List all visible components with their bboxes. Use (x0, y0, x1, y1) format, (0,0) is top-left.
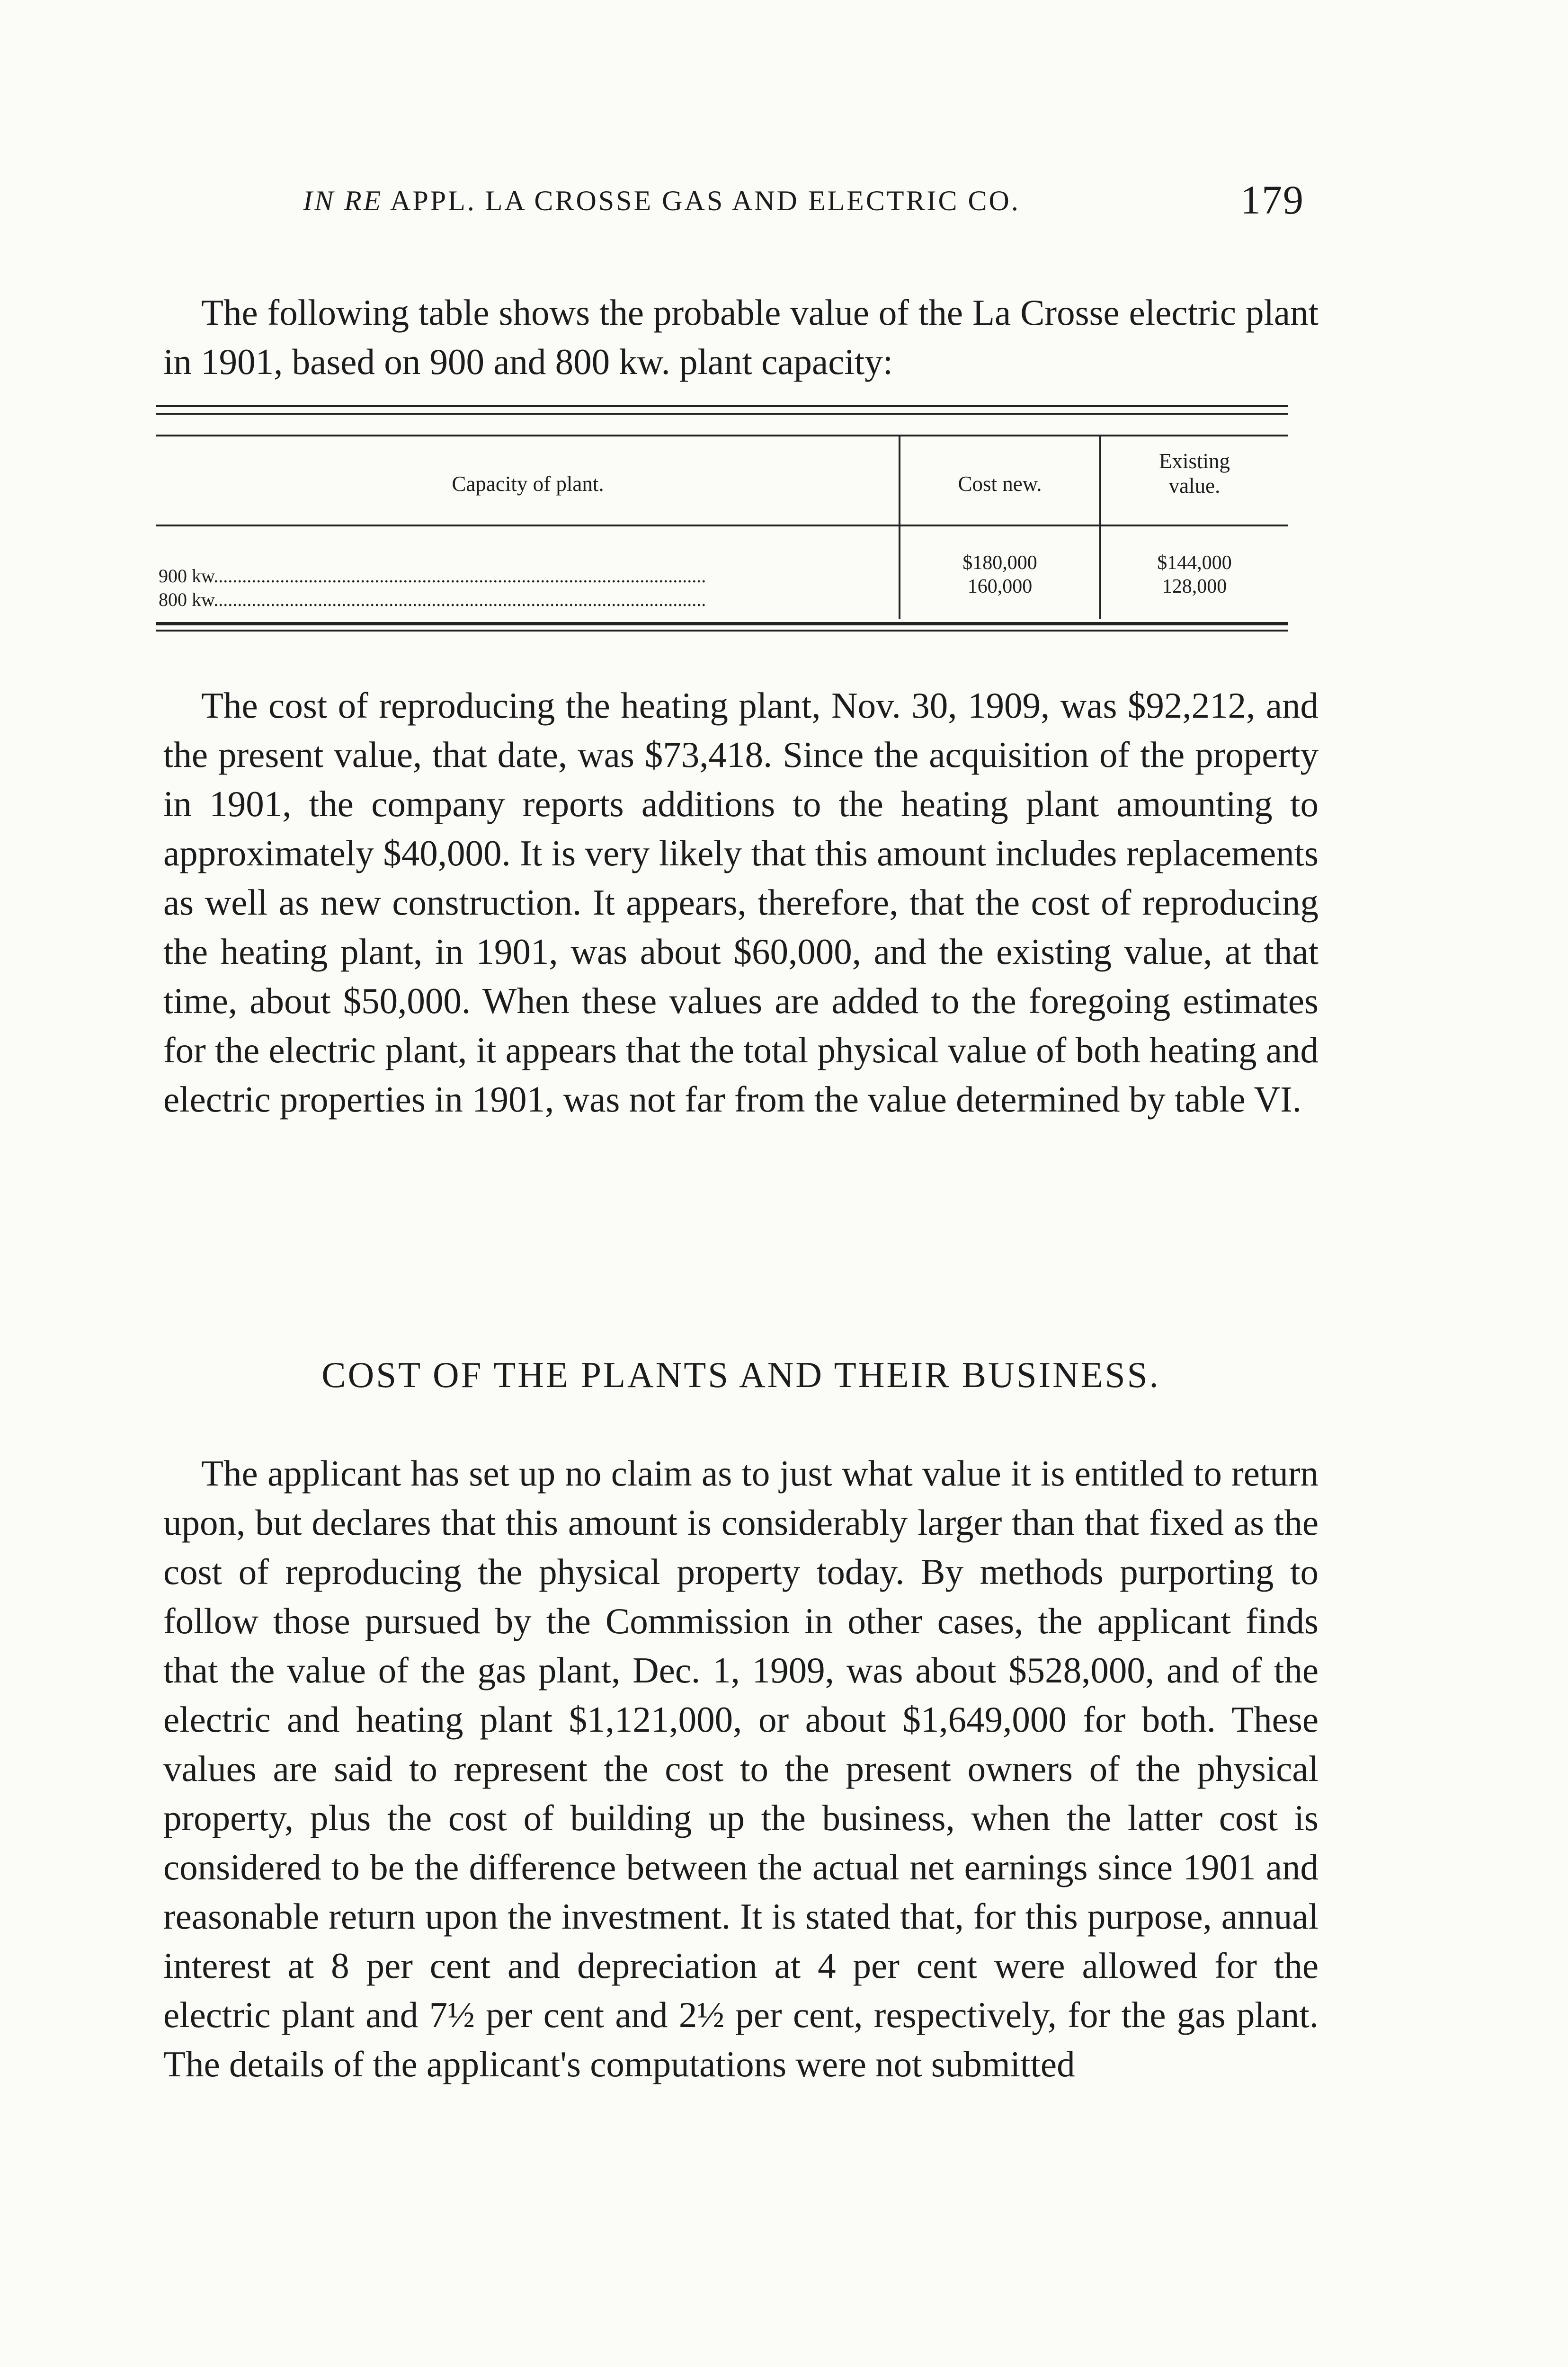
table-header-bottom-rule (156, 525, 1288, 526)
running-head-italic: IN RE (303, 185, 383, 216)
row-capacity-value: 900 kw (159, 565, 214, 587)
header-capacity-of-plant: Capacity of plant. (452, 472, 604, 496)
header-existing-value (1101, 449, 1288, 498)
header-existing-value-line1: Existing (1158, 449, 1230, 473)
page-number: 179 (1240, 177, 1304, 222)
row-existing-value: 128,000 (1162, 576, 1227, 597)
row-existing-value: $144,000 (1157, 552, 1232, 574)
row-capacity-value: 800 kw (159, 589, 214, 610)
header-existing-value-line2: value. (1168, 474, 1221, 498)
intro-paragraph: The following table shows the probable value of the La Crosse electric plant in 1901, based on 900 and 800 kw. plant capacity: (163, 292, 1319, 382)
row-cost-new: $180,000 (962, 552, 1037, 574)
table-top-rule-2 (156, 413, 1288, 415)
table-bottom-rule-1 (156, 622, 1288, 625)
applicant-claim-paragraph: The applicant has set up no claim as to just what value it is entitled to return upon, but declares that this amount is considerably larger than that fixed as the cost of reproducing the physical property today. By methods purporting to follow those pursued by the Commission in other cases, the applicant finds that the value of the gas plant, Dec. 1, 1909, was about $528,000, and of the electric and heating plant $1,121,000, or about $1,649,000 for both. These values are said to represent the cost to the present owners of the physical property, plus the cost of building up the business, when the latter cost is considered to be the difference between the actual net earnings since 1901 and reasonable return upon the investment. It is stated that, for this purpose, annual interest at 8 per cent and depreciation at 4 per cent were allowed for the electric plant and 7½ per cent and 2½ per cent, respectively, for the gas plant. The details of the applicant's computations were not submitted (163, 1453, 1319, 2084)
table-header-top-rule (156, 435, 1288, 436)
heating-plant-paragraph: The cost of reproducing the heating plant, Nov. 30, 1909, was $92,212, and the present value, that date, was $73,418. Since the acquisition of the property in 1901, the company reports additions to the heating plant amounting to approximately $40,000. It is very likely that this amount includes replacements as well as new construction. It appears, therefore, that the cost of reproducing the heating plant, in 1901, was about $60,000, and the existing value, at that time, about $50,000. When these values are added to the foregoing estimates for the electric plant, it appears that the total physical value of both heating and electric properties in 1901, was not far from the value determined by table VI. (163, 685, 1319, 1120)
table-bottom-rule-2 (156, 630, 1288, 632)
row-cost-new: 160,000 (967, 576, 1033, 597)
row-capacity-label: 800 kw........................................................................................................ (159, 589, 706, 610)
section-heading: COST OF THE PLANTS AND THEIR BUSINESS. (321, 1354, 1160, 1395)
running-head (303, 185, 1321, 217)
header-cost-new: Cost new. (958, 472, 1042, 496)
row-capacity-label: 900 kw........................................................................................................ (159, 565, 706, 587)
running-head-text: APPL. LA CROSSE GAS AND ELECTRIC CO. (390, 185, 1020, 216)
table-top-rule-1 (156, 405, 1288, 407)
